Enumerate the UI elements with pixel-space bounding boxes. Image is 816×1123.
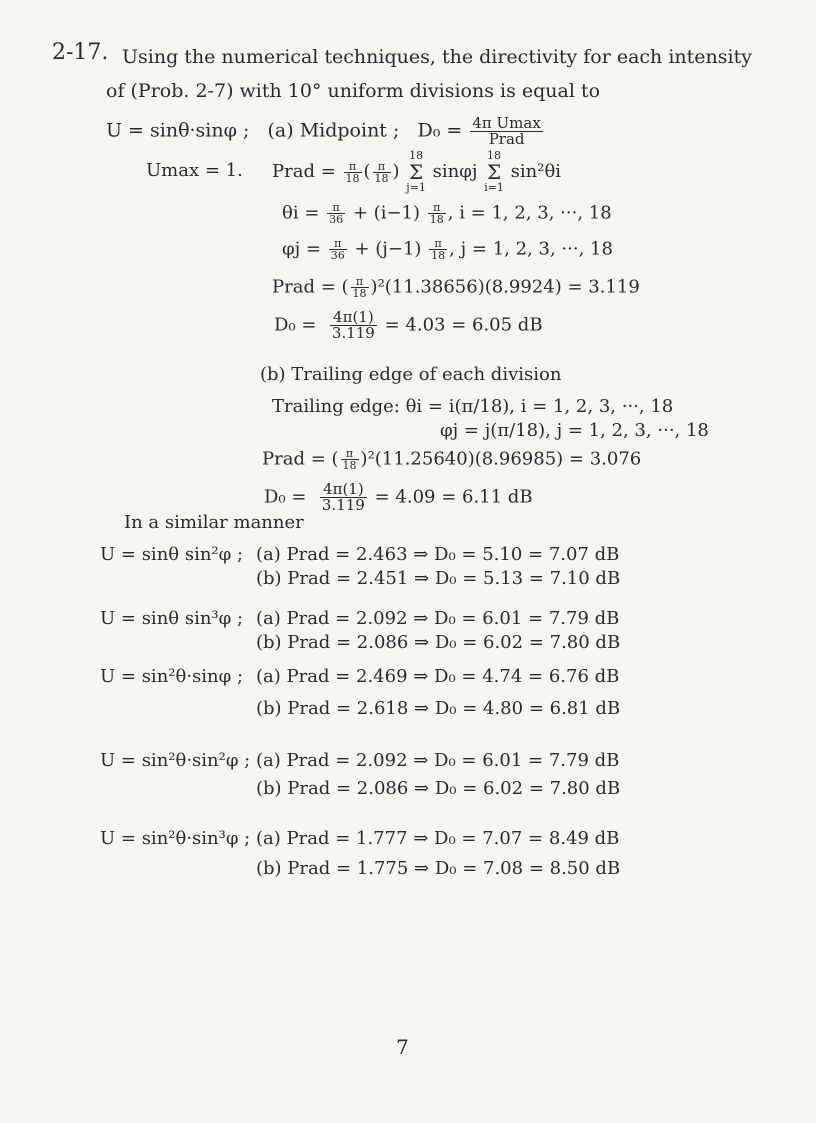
sum-over-j: 18 Σ j=1 <box>406 149 426 194</box>
intro-line-2: of (Prob. 2-7) with 10° uniform divisions is equal to <box>106 80 601 102</box>
d0-lhs: D₀ = <box>417 119 463 142</box>
result-u-4: U = sin²θ·sin²φ ; <box>100 750 251 771</box>
sum-over-i: 18 Σ i=1 <box>484 149 504 194</box>
prad-term-sinphi: sinφj <box>432 161 478 182</box>
prad-term-sin2theta: sin²θi <box>510 161 562 182</box>
similar-manner: In a similar manner <box>124 512 304 533</box>
prad-b-result: Prad = ( $\frac{\pi}{18}$ )²(11.25640)(8.96985) = 3.076 <box>262 447 642 472</box>
pi-over-18-a: $\frac{\pi}{18}$ <box>345 159 360 185</box>
d0-fraction <box>470 116 542 147</box>
result-a-2: (a) Prad = 2.092 ⇒ D₀ = 6.01 = 7.79 dB <box>256 608 620 629</box>
d0-a-result: D₀ = $\frac{4\pi(1)}{3.119}$ = 4.03 = 6.05 dB <box>274 308 543 342</box>
d0-numerator: 4π Umax <box>472 114 541 132</box>
result-a-3: (a) Prad = 2.469 ⇒ D₀ = 4.74 = 6.76 dB <box>256 666 620 687</box>
part-a-label: (a) Midpoint ; <box>267 119 400 142</box>
prad-sum-formula: Prad = $\frac{\pi}{18}$ ( $\frac{\pi}{18}$ ) 18 Σ j=1 sinφj 18 Σ i=1 sin²θi <box>272 149 562 194</box>
result-b-2: (b) Prad = 2.086 ⇒ D₀ = 6.02 = 7.80 dB <box>256 632 621 653</box>
result-b-4: (b) Prad = 2.086 ⇒ D₀ = 6.02 = 7.80 dB <box>256 778 621 799</box>
page-number: 7 <box>396 1035 409 1059</box>
result-u-5: U = sin²θ·sin³φ ; <box>100 828 251 849</box>
trailing-theta: Trailing edge: θi = i(π/18), i = 1, 2, 3, ···, 18 <box>272 396 674 417</box>
prad-a-result: Prad = ( $\frac{\pi}{18}$ )²(11.38656)(8.9924) = 3.119 <box>272 275 640 300</box>
result-u-1: U = sinθ sin²φ ; <box>100 544 244 565</box>
intro-line-1: Using the numerical techniques, the directivity for each intensity <box>122 46 752 68</box>
part-b-label: (b) Trailing edge of each division <box>260 364 562 385</box>
result-b-1: (b) Prad = 2.451 ⇒ D₀ = 5.13 = 7.10 dB <box>256 568 621 589</box>
problem-number: 2-17. <box>52 40 109 65</box>
pi-over-18-b: $\frac{\pi}{18}$ <box>374 159 389 185</box>
result-a-1: (a) Prad = 2.463 ⇒ D₀ = 5.10 = 7.07 dB <box>256 544 620 565</box>
result-a-4: (a) Prad = 2.092 ⇒ D₀ = 6.01 = 7.79 dB <box>256 750 620 771</box>
u-def-text: U = sinθ·sinφ ; <box>106 119 250 142</box>
result-u-2: U = sinθ sin³φ ; <box>100 608 244 629</box>
umax-line: Umax = 1. <box>146 160 243 181</box>
phi-j-definition: φj = $\frac{\pi}{36}$ + (j−1) $\frac{\pi}{18}$ , j = 1, 2, 3, ···, 18 <box>282 237 613 262</box>
trailing-phi: φj = j(π/18), j = 1, 2, 3, ···, 18 <box>440 420 709 441</box>
u-definition <box>106 116 545 147</box>
d0-b-result: D₀ = $\frac{4\pi(1)}{3.119}$ = 4.09 = 6.11 dB <box>264 480 533 514</box>
result-u-3: U = sin²θ·sinφ ; <box>100 666 244 687</box>
result-b-3: (b) Prad = 2.618 ⇒ D₀ = 4.80 = 6.81 dB <box>256 698 621 719</box>
result-a-5: (a) Prad = 1.777 ⇒ D₀ = 7.07 = 8.49 dB <box>256 828 620 849</box>
result-b-5: (b) Prad = 1.775 ⇒ D₀ = 7.08 = 8.50 dB <box>256 858 621 879</box>
prad-lhs: Prad = <box>272 161 336 182</box>
theta-i-definition: θi = $\frac{\pi}{36}$ + (i−1) $\frac{\pi}{18}$ , i = 1, 2, 3, ···, 18 <box>282 201 612 226</box>
d0-denominator: Prad <box>488 130 525 148</box>
